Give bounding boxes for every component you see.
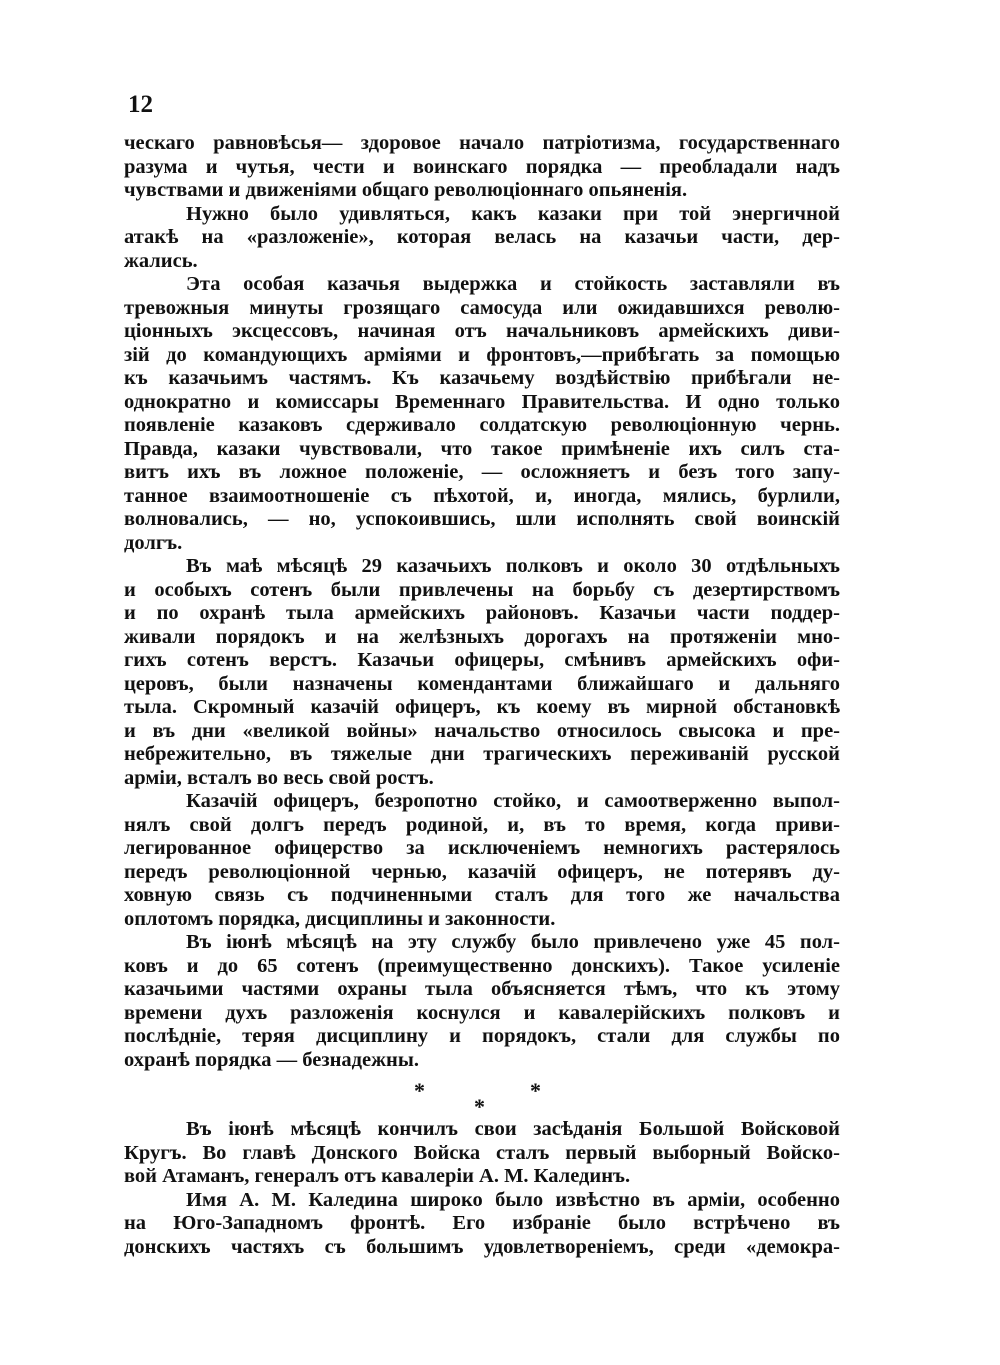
asterisk: *: [530, 1078, 541, 1103]
text-line: живали порядокъ и на желѣзныхъ дорогахъ на протяженіи мно-: [124, 625, 840, 648]
text-line: тревожныя минуты грозящаго самосуда или ожидавшихся револю-: [124, 296, 840, 319]
text-line: волновались, — но, успокоившись, шли исполнять свой воинскій: [124, 508, 840, 530]
text-line: времени духъ разложенія коснулся и кавалерійскихъ полковъ и: [124, 1001, 840, 1024]
text-line: Нужно было удивляться, какъ казаки при той энергичной: [186, 202, 840, 225]
text-line: ховную связь съ подчиненными сталъ для того же начальства: [124, 884, 840, 906]
text-line: послѣдніе, теряя дисциплину и порядокъ, стали для службы по: [124, 1025, 840, 1047]
text-line: однократно и комиссары Временнаго Правительства. И одно только: [124, 390, 840, 413]
paragraph: [124, 203, 840, 274]
text-line: жались.: [124, 249, 198, 272]
text-line: Въ іюнѣ мѣсяцѣ на эту службу было привлечено уже 45 пол-: [186, 931, 840, 953]
asterisk: *: [474, 1094, 485, 1119]
page-text: [124, 132, 840, 1259]
text-line: Кругъ. Во главѣ Донского Войска сталъ первый выборный Войско-: [124, 1141, 840, 1164]
text-line: и въ дни «великой войны» начальство относилось свысока и пре-: [124, 719, 840, 742]
text-line: Эта особая казачья выдержка и стойкость заставляли въ: [186, 273, 840, 295]
text-line: небрежительно, въ тяжелые дни трагическихъ переживаній русской: [124, 743, 840, 765]
text-line: вой Атаманъ, генералъ отъ кавалеріи А. М. Калединъ.: [124, 1165, 631, 1187]
text-line: зій до командующихъ арміями и фронтовъ,—прибѣгать за помощью: [124, 343, 840, 366]
text-line: оплотомъ порядка, дисциплины и законности.: [124, 907, 556, 930]
text-line: чувствами и движеніями общаго революціоннаго опьяненія.: [124, 179, 688, 201]
paragraph: [124, 931, 840, 1072]
text-line: Имя А. М. Каледина широко было извѣстно въ арміи, особенно: [186, 1188, 840, 1211]
text-line: арміи, всталъ во весь свой ростъ.: [124, 766, 434, 789]
text-line: донскихъ частяхъ съ большимъ удовлетвореніемъ, среди «демокра-: [124, 1235, 840, 1258]
asterisk: *: [414, 1078, 425, 1103]
paragraph: [124, 555, 840, 790]
text-line: Казачій офицеръ, безропотно стойко, и самоотверженно выпол-: [186, 790, 840, 812]
text-line: танное взаимоотношеніе съ пѣхотой, и, иногда, мялись, бурлили,: [124, 484, 840, 507]
text-line: церовъ, были назначены комендантами ближайшаго и дальняго: [124, 672, 840, 695]
paragraph: [124, 132, 840, 203]
paragraph: [124, 790, 840, 931]
paragraph: [124, 1118, 840, 1189]
text-line: охранѣ порядка — безнадежны.: [124, 1048, 419, 1071]
text-line: разума и чутья, чести и воинскаго порядка — преобладали надъ: [124, 155, 840, 178]
text-line: на Юго-Западномъ фронтѣ. Его избраніе было встрѣчено въ: [124, 1212, 840, 1234]
text-line: легированное офицерство за исключеніемъ немногихъ растерялось: [124, 837, 840, 859]
text-line: къ казачьимъ частямъ. Къ казачьему воздѣйствію прибѣгали не-: [124, 367, 840, 389]
text-line: тыла. Скромный казачій офицеръ, къ коему въ мирной обстановкѣ: [124, 696, 840, 718]
text-line: казачьими частями охраны тыла объясняется тѣмъ, что къ этому: [124, 978, 840, 1000]
text-line: Правда, казаки чувствовали, что такое примѣненіе ихъ силъ ста-: [124, 437, 840, 460]
text-line: Въ маѣ мѣсяцѣ 29 казачьихъ полковъ и около 30 отдѣльныхъ: [186, 555, 840, 577]
text-line: долгъ.: [124, 531, 183, 554]
text-line: атакѣ на «разложеніе», которая велась на казачьи части, дер-: [124, 226, 840, 248]
paragraph: [124, 1189, 840, 1260]
text-line: витъ ихъ въ ложное положеніе, — осложняетъ и безъ того запу-: [124, 461, 840, 483]
text-line: и особыхъ сотенъ были привлечены на борьбу съ дезертирствомъ: [124, 578, 840, 601]
text-line: нялъ свой долгъ передъ родиной, и, въ то время, когда приви-: [124, 813, 840, 836]
section-divider-asterisks: [124, 1072, 840, 1118]
paragraph: [124, 273, 840, 555]
text-line: ціонныхъ эксцессовъ, начиная отъ начальниковъ армейскихъ диви-: [124, 320, 840, 342]
text-line: и по охранѣ тыла армейскихъ районовъ. Казачьи части поддер-: [124, 602, 840, 624]
text-line: Въ іюнѣ мѣсяцѣ кончилъ свои засѣданія Большой Войсковой: [186, 1118, 840, 1140]
text-line: ческаго равновѣсья— здоровое начало патріотизма, государственнаго: [124, 132, 840, 154]
text-line: ковъ и до 65 сотенъ (преимущественно донскихъ). Такое усиленіе: [124, 954, 840, 977]
text-line: гихъ сотенъ верстъ. Казачьи офицеры, смѣнивъ армейскихъ офи-: [124, 649, 840, 671]
text-line: появленіе казаковъ сдерживало солдатскую революціонную чернь.: [124, 414, 840, 436]
text-line: передъ революціонной чернью, казачій офицеръ, не потерявъ ду-: [124, 860, 840, 883]
page-number: 12: [128, 91, 153, 118]
